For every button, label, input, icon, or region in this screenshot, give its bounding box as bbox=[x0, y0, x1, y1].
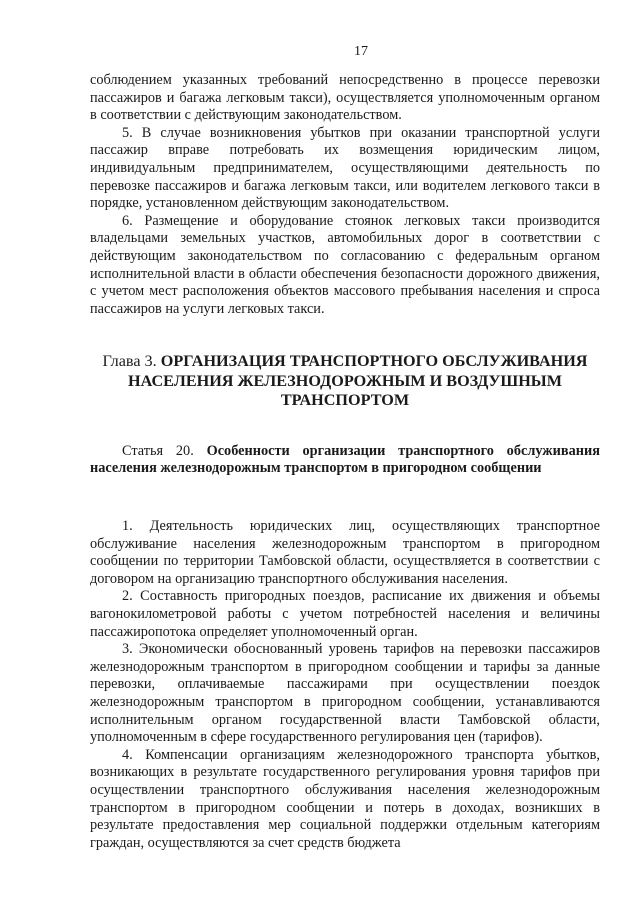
article-heading bbox=[90, 443, 600, 478]
chapter-title: ОРГАНИЗАЦИЯ ТРАНСПОРТНОГО ОБСЛУЖИВАНИЯ НАСЕЛЕНИЯ ЖЕЛЕЗНОДОРОЖНЫМ И ВОЗДУШНЫМ ТРАНСПОРТОМ bbox=[128, 352, 588, 410]
article-paragraph-4: 4. Компенсации организациям железнодорожного транспорта убытков, возникающих в результате государственного регулирования уровня тарифов при осуществлении транспортного обслуживания населения железнодорожным транспортом в пригородном сообщении и потерь в доходах, возникших в результате предоставления мер социальной поддержки отдельным категориям граждан, осуществляются за счет средств бюджета bbox=[90, 746, 600, 851]
paragraph-5: 5. В случае возникновения убытков при оказании транспортной услуги пассажир вправе потребовать их возмещения юридическим лицом, индивидуальным предпринимателем, осуществляющими деятельность по перевозке пассажиров и багажа легковым такси, или водителем легкового такси в порядке, установленном действующим законодательством. bbox=[90, 124, 600, 212]
article-paragraph-1: 1. Деятельность юридических лиц, осуществляющих транспортное обслуживание населения железнодорожным транспортом в пригородном сообщении по территории Тамбовской области, осуществляется в соответствии с договором на организацию транспортного обслуживания населения. bbox=[90, 518, 600, 587]
article-paragraph-3: 3. Экономически обоснованный уровень тарифов на перевозки пассажиров железнодорожным транспортом в пригородном сообщении и тарифы за данные перевозки, оплачиваемые пассажирами при осуществлении поездок железнодорожным транспортом в пригородном сообщении, устанавливаются исполнительным органом государственной власти Тамбовской области, уполномоченным в сфере государственного регулирования цен (тарифов). bbox=[90, 641, 600, 746]
article-paragraph-2: 2. Составность пригородных поездов, расписание их движения и объемы вагонокилометровой работы с учетом потребностей населения и величины пассажиропотока определяет уполномоченный орган. bbox=[90, 588, 600, 640]
paragraph-continued: соблюдением указанных требований непосредственно в процессе перевозки пассажиров и багажа легковым такси), осуществляется уполномоченным органом в соответствии с действующим законодательством. bbox=[90, 72, 600, 124]
page-number: 17 bbox=[354, 44, 368, 59]
paragraph-6: 6. Размещение и оборудование стоянок легковых такси производится владельцами земельных участков, автомобильных дорог в соответствии с действующим законодательством по согласованию с федеральным органом исполнительной власти в области обеспечения безопасности дорожного движения, с учетом мест расположения объектов массового пребывания населения и спроса пассажиров на услуги легковых такси. bbox=[90, 212, 600, 317]
chapter-heading bbox=[90, 352, 600, 411]
article-prefix: Статья 20. bbox=[122, 442, 207, 459]
chapter-prefix: Глава 3. bbox=[102, 352, 161, 371]
document-body bbox=[90, 72, 600, 852]
article-title: Особенности организации транспортного обслуживания населения железнодорожным транспортом в пригородном сообщении bbox=[90, 442, 600, 477]
